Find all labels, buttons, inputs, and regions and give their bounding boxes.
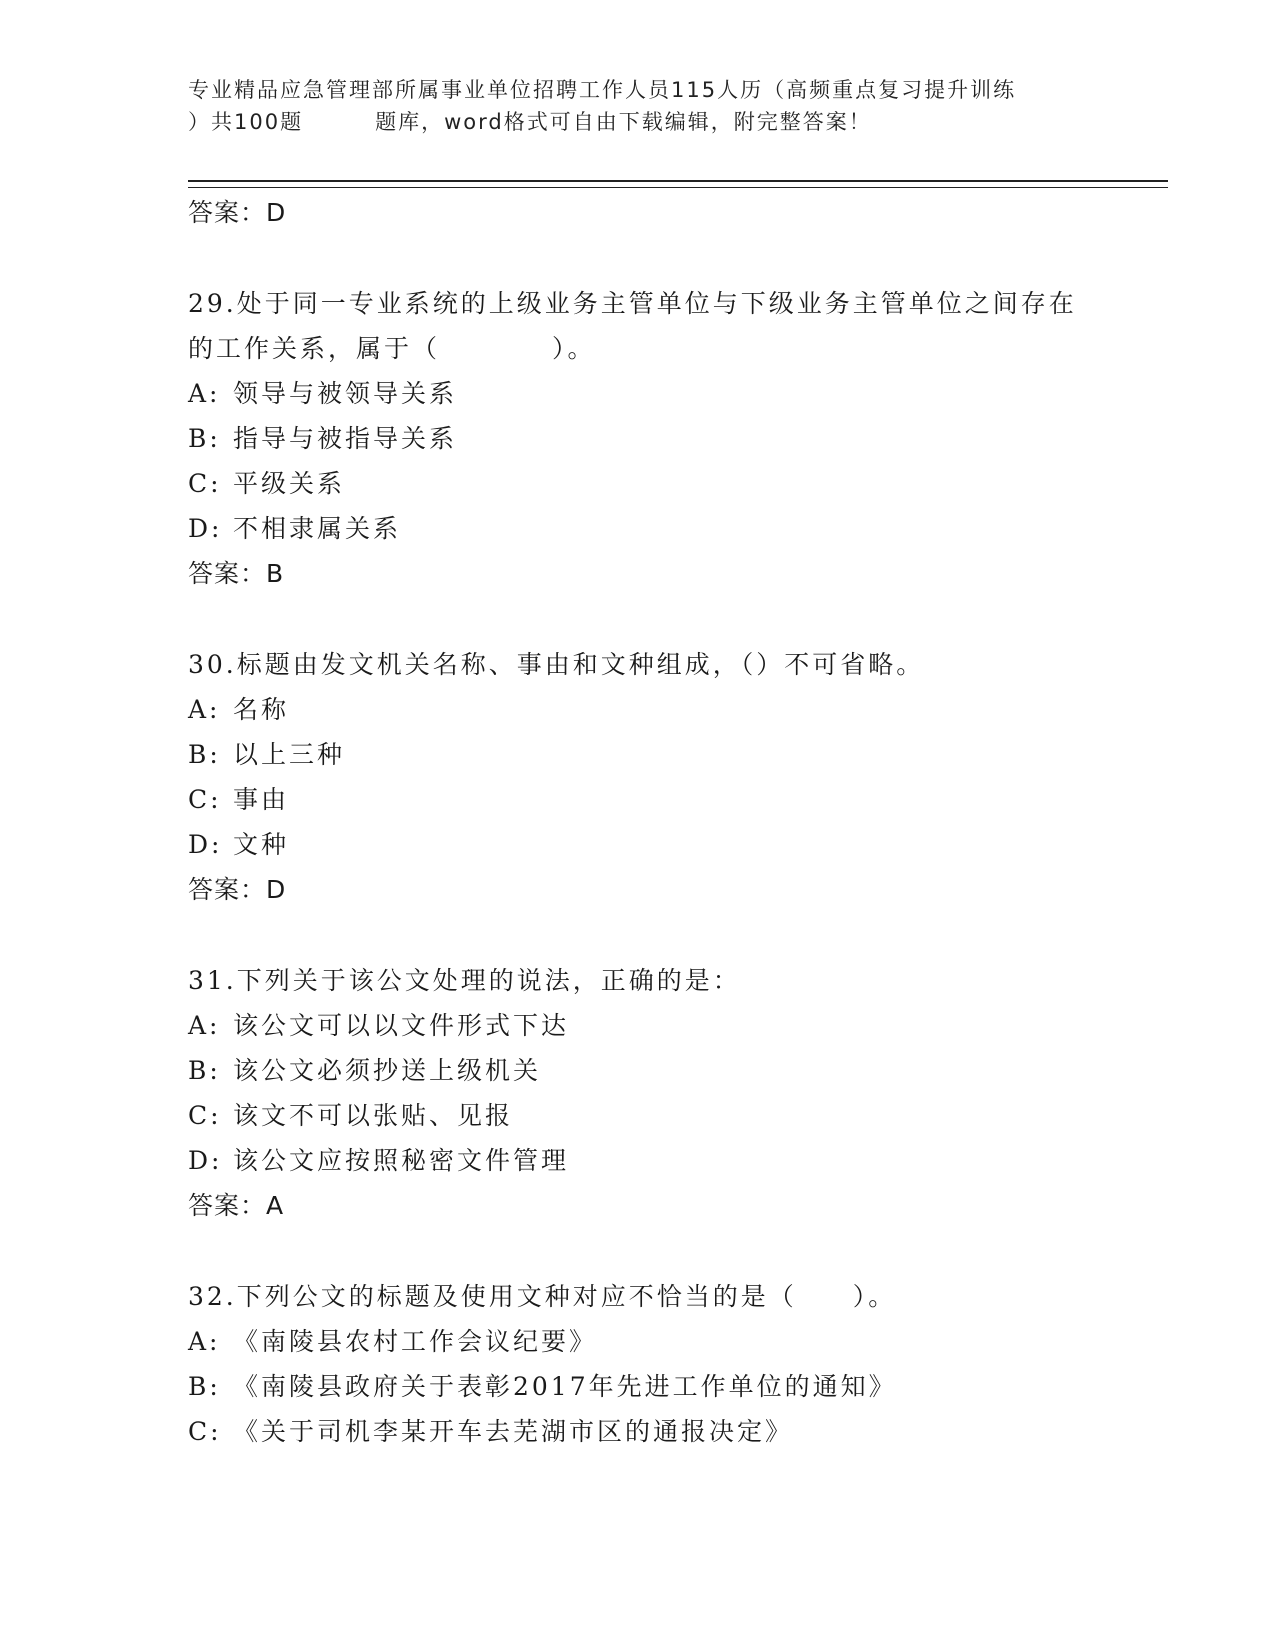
option-letter: A: (188, 1011, 221, 1040)
option-c (188, 461, 1088, 506)
option-letter: D: (188, 830, 223, 859)
header-title-line-2 (188, 106, 1108, 138)
option-text: 该文不可以张贴、见报 (233, 1101, 514, 1130)
option-c (188, 1093, 1088, 1138)
option-letter: C: (188, 1101, 222, 1130)
option-letter: B: (188, 424, 221, 453)
option-text: 名称 (233, 695, 290, 724)
option-c (188, 1409, 1088, 1454)
option-text: 《南陵县政府关于表彰2017年先进工作单位的通知》 (233, 1372, 897, 1401)
page-header (188, 74, 1108, 138)
question-stem: 31.下列关于该公文处理的说法，正确的是： (188, 966, 741, 995)
question-30 (188, 642, 1088, 912)
header-divider (188, 180, 1168, 188)
option-a (188, 687, 1088, 732)
answer-line: 答案：A (188, 1191, 285, 1220)
option-letter: B: (188, 1056, 221, 1085)
option-text: 该公文可以以文件形式下达 (233, 1011, 570, 1040)
option-d (188, 506, 1088, 551)
option-letter: C: (188, 1417, 222, 1446)
option-text: 领导与被领导关系 (233, 379, 458, 408)
option-d (188, 1138, 1088, 1183)
option-letter: B: (188, 1372, 221, 1401)
option-text: 指导与被指导关系 (233, 424, 458, 453)
option-c (188, 777, 1088, 822)
option-letter: C: (188, 785, 222, 814)
option-b (188, 1048, 1088, 1093)
option-letter: A: (188, 1327, 221, 1356)
document-body (188, 190, 1088, 1454)
option-d (188, 822, 1088, 867)
question-29 (188, 281, 1088, 596)
option-letter: C: (188, 469, 222, 498)
question-stem: 29.处于同一专业系统的上级业务主管单位与下级业务主管单位之间存在的工作关系，属于（ ）。 (188, 289, 1077, 363)
option-text: 《南陵县农村工作会议纪要》 (233, 1327, 598, 1356)
option-text: 以上三种 (233, 740, 346, 769)
header-title-line-1: 专业精品应急管理部所属事业单位招聘工作人员115人历（高频重点复习提升训练 (188, 78, 1017, 102)
option-letter: B: (188, 740, 221, 769)
option-letter: A: (188, 695, 221, 724)
option-text: 平级关系 (233, 469, 346, 498)
option-a (188, 371, 1088, 416)
question-stem: 30.标题由发文机关名称、事由和文种组成，（）不可省略。 (188, 650, 925, 679)
option-letter: D: (188, 514, 223, 543)
option-text: 该公文应按照秘密文件管理 (233, 1146, 570, 1175)
answer-line: 答案：B (188, 559, 285, 588)
header-title-part-a: ）共100题 (188, 110, 304, 134)
option-letter: D: (188, 1146, 223, 1175)
option-text: 《关于司机李某开车去芜湖市区的通报决定》 (233, 1417, 794, 1446)
option-b (188, 732, 1088, 777)
option-text: 事由 (233, 785, 290, 814)
answer-line: 答案：D (188, 875, 287, 904)
option-letter: A: (188, 379, 221, 408)
header-title-part-b: 题库，word格式可自由下载编辑，附完整答案！ (375, 110, 872, 134)
option-text: 该公文必须抄送上级机关 (233, 1056, 542, 1085)
previous-answer: 答案：D (188, 198, 287, 227)
option-b (188, 1364, 1088, 1409)
question-32 (188, 1274, 1088, 1454)
option-text: 不相隶属关系 (233, 514, 402, 543)
question-stem: 32.下列公文的标题及使用文种对应不恰当的是（ ）。 (188, 1282, 897, 1311)
option-text: 文种 (233, 830, 290, 859)
option-b (188, 416, 1088, 461)
option-a (188, 1003, 1088, 1048)
option-a (188, 1319, 1088, 1364)
question-31 (188, 958, 1088, 1228)
